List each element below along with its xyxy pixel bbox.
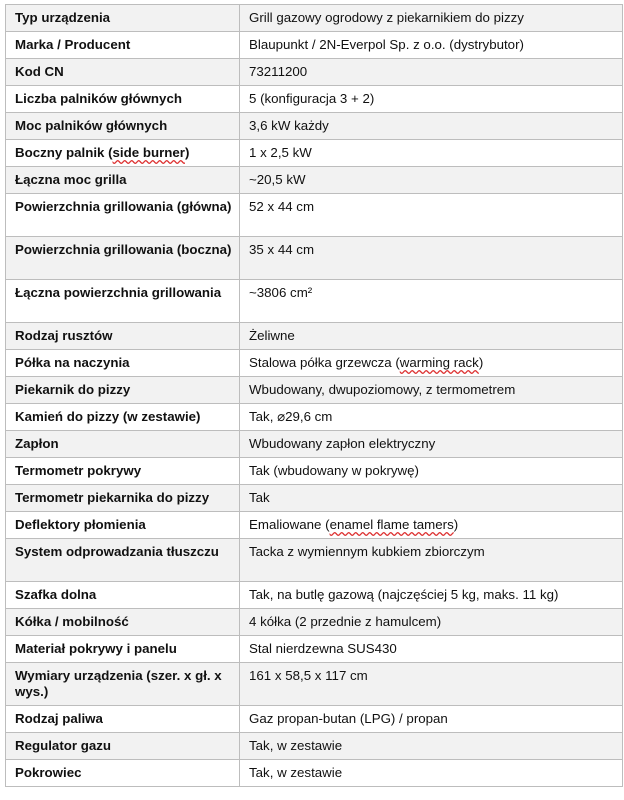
spec-value: Tak, na butlę gazową (najczęściej 5 kg, maks. 11 kg) [240,582,623,609]
spec-label: Wymiary urządzenia (szer. x gł. x wys.) [6,663,240,706]
spec-value: Tak [240,485,623,512]
spec-value: 161 x 58,5 x 117 cm [240,663,623,706]
spec-value: 1 x 2,5 kW [240,140,623,167]
value-text: Stalowa półka grzewcza ( [249,355,400,370]
spec-label: Deflektory płomienia [6,512,240,539]
spec-label: Półka na naczynia [6,350,240,377]
spec-value [240,350,623,377]
spec-label: System odprowadzania tłuszczu [6,539,240,582]
spec-label: Powierzchnia grillowania (główna) [6,194,240,237]
spec-label: Kamień do pizzy (w zestawie) [6,404,240,431]
label-text: ) [184,145,190,160]
spec-value [240,512,623,539]
spec-label: Pokrowiec [6,760,240,787]
table-row [6,663,623,706]
value-text: ) [478,355,484,370]
table-row [6,194,623,237]
table-row [6,350,623,377]
spec-value: Tak, w zestawie [240,733,623,760]
spec-value: 5 (konfiguracja 3 + 2) [240,86,623,113]
table-row [6,113,623,140]
table-row [6,485,623,512]
spec-label: Termometr pokrywy [6,458,240,485]
spec-label: Łączna powierzchnia grillowania [6,280,240,323]
spec-label: Typ urządzenia [6,5,240,32]
table-row [6,59,623,86]
spec-value: Wbudowany, dwupoziomowy, z termometrem [240,377,623,404]
table-row [6,636,623,663]
table-row [6,733,623,760]
spec-value: Żeliwne [240,323,623,350]
value-text: ) [453,517,459,532]
table-row [6,760,623,787]
spec-label: Zapłon [6,431,240,458]
table-row [6,582,623,609]
spec-value: Tak, w zestawie [240,760,623,787]
spellcheck-flagged-text: side burner [112,145,185,160]
spec-label: Rodzaj rusztów [6,323,240,350]
spec-value: Stal nierdzewna SUS430 [240,636,623,663]
table-row [6,706,623,733]
table-row [6,140,623,167]
spec-value: 35 x 44 cm [240,237,623,280]
table-row [6,32,623,59]
label-text: Boczny palnik ( [15,145,113,160]
spellcheck-flagged-text: enamel flame tamers [329,517,454,532]
spec-label: Kółka / mobilność [6,609,240,636]
spec-label: Marka / Producent [6,32,240,59]
spec-label: Szafka dolna [6,582,240,609]
spec-label: Termometr piekarnika do pizzy [6,485,240,512]
table-row [6,280,623,323]
table-row [6,237,623,280]
spec-label: Rodzaj paliwa [6,706,240,733]
table-row [6,404,623,431]
table-row [6,323,623,350]
spec-value: Grill gazowy ogrodowy z piekarnikiem do pizzy [240,5,623,32]
spec-value: 4 kółka (2 przednie z hamulcem) [240,609,623,636]
spec-value: Tacka z wymiennym kubkiem zbiorczym [240,539,623,582]
spec-label: Liczba palników głównych [6,86,240,113]
table-row [6,431,623,458]
spec-value: Tak, ⌀29,6 cm [240,404,623,431]
spec-value: 73211200 [240,59,623,86]
table-row [6,377,623,404]
spec-label: Powierzchnia grillowania (boczna) [6,237,240,280]
table-row [6,609,623,636]
spec-value: ~3806 cm² [240,280,623,323]
spec-value: 52 x 44 cm [240,194,623,237]
table-row [6,86,623,113]
table-row [6,539,623,582]
spec-value: ~20,5 kW [240,167,623,194]
spec-label: Piekarnik do pizzy [6,377,240,404]
table-row [6,458,623,485]
table-row [6,5,623,32]
spec-value: 3,6 kW każdy [240,113,623,140]
table-row [6,167,623,194]
spellcheck-flagged-text: warming rack [399,355,479,370]
value-text: Emaliowane ( [249,517,330,532]
spec-value: Blaupunkt / 2N-Everpol Sp. z o.o. (dystrybutor) [240,32,623,59]
spec-label: Moc palników głównych [6,113,240,140]
spec-label: Łączna moc grilla [6,167,240,194]
spec-value: Tak (wbudowany w pokrywę) [240,458,623,485]
spec-label: Kod CN [6,59,240,86]
spec-value: Wbudowany zapłon elektryczny [240,431,623,458]
spec-table [5,4,623,787]
table-row [6,512,623,539]
spec-label [6,140,240,167]
spec-label: Materiał pokrywy i panelu [6,636,240,663]
spec-value: Gaz propan-butan (LPG) / propan [240,706,623,733]
spec-label: Regulator gazu [6,733,240,760]
